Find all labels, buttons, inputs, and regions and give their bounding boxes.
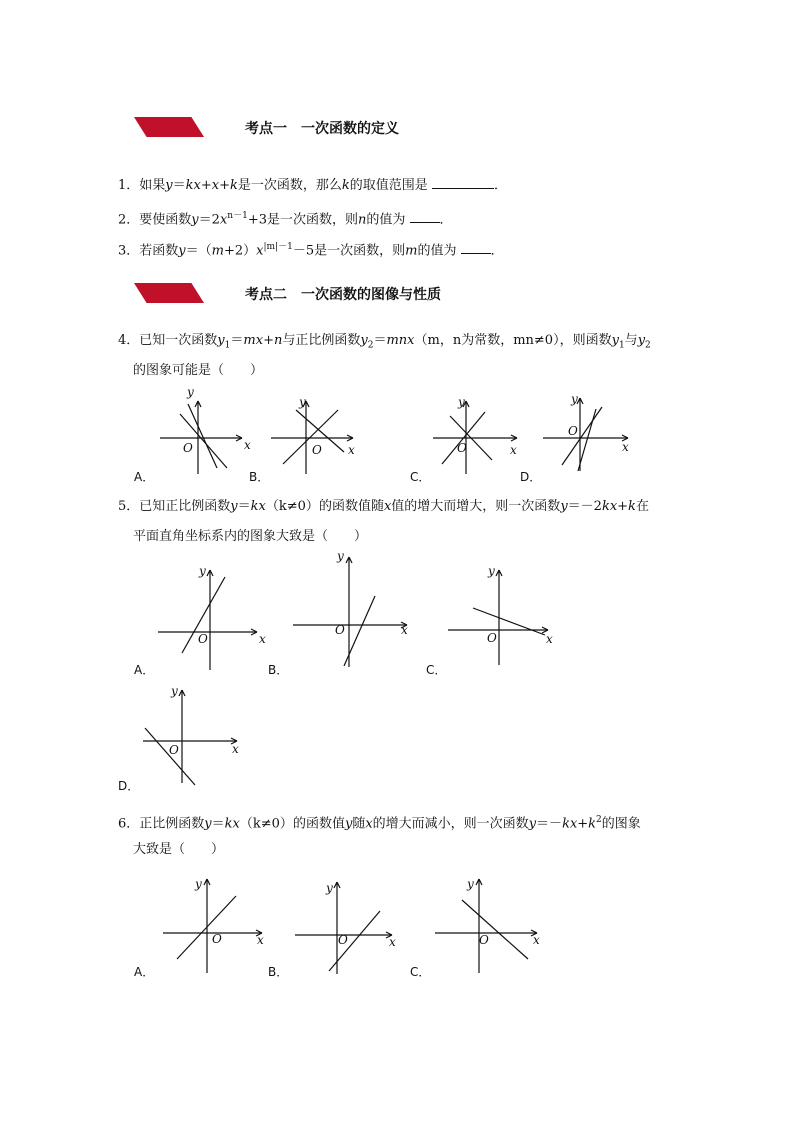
svg-text:x: x (232, 742, 239, 756)
svg-text:O: O (479, 933, 489, 947)
q6-graph-c (432, 876, 552, 976)
q6-option-c[interactable]: C． (410, 965, 431, 979)
question-6-line-2: 大致是（ ） (133, 842, 225, 857)
svg-text:O: O (312, 443, 322, 457)
q6-option-b[interactable]: B． (268, 965, 289, 979)
svg-text:y: y (467, 877, 474, 891)
svg-text:x: x (546, 632, 553, 646)
section-banner-1 (134, 117, 204, 137)
q4-graph-b (268, 396, 368, 476)
q5-option-b[interactable]: B． (268, 663, 289, 677)
svg-text:x: x (533, 933, 540, 947)
q6-graph-b (292, 876, 412, 976)
svg-text:x: x (348, 443, 355, 457)
q5-option-d[interactable]: D． (118, 779, 140, 793)
svg-text:x: x (401, 623, 408, 637)
question-2: 2．要使函数$y=2x^{n-1}+3$是一次函数，则n的值为 ． (118, 211, 453, 228)
svg-text:O: O (183, 441, 193, 455)
svg-text:x: x (389, 935, 396, 949)
q5-graph-a (155, 565, 275, 675)
q4-option-a[interactable]: A． (134, 470, 155, 484)
svg-text:O: O (198, 632, 208, 646)
svg-text:y: y (299, 395, 306, 409)
svg-text:x: x (510, 443, 517, 457)
svg-text:O: O (487, 631, 497, 645)
q4-graph-d (540, 393, 640, 473)
q4-graph-a (155, 385, 255, 476)
question-3: 3．若函数$y=(m+2)x^{|m|-1}-5$是一次函数，则m的值为 ． (118, 242, 504, 259)
section-title-2: 考点二 一次函数的图像与性质 (245, 287, 441, 303)
question-5-line-1: 5．已知正比例函数y＝kx（k≠0）的函数值随x值的增大而增大，则一次函数y＝－2kx+k在 (118, 499, 649, 514)
question-4-line-1: 4．已知一次函数$y_1=mx+n$与正比例函数$y_2=mnx(m$，n为常数，mn≠0），则函数$y_1$与$y_2$ (118, 333, 651, 351)
svg-text:x: x (259, 632, 266, 646)
question-1: 1．如果y＝kx+x+k是一次函数，那么k的取值范围是 ． (118, 178, 507, 193)
q4-option-c[interactable]: C． (410, 470, 431, 484)
svg-text:y: y (488, 564, 495, 578)
svg-text:O: O (335, 623, 345, 637)
svg-text:y: y (571, 392, 578, 406)
q5-graph-c (445, 565, 575, 675)
svg-text:y: y (458, 395, 465, 409)
answer-blank[interactable] (410, 210, 440, 223)
q4-graph-c (430, 396, 530, 476)
answer-blank[interactable] (432, 176, 494, 189)
svg-text:y: y (187, 385, 194, 399)
section-title-1: 考点一 一次函数的定义 (245, 121, 399, 137)
q6-option-a[interactable]: A． (134, 965, 155, 979)
answer-blank[interactable] (461, 241, 491, 254)
svg-text:x: x (257, 933, 264, 947)
svg-text:y: y (195, 877, 202, 891)
q4-option-d[interactable]: D． (520, 470, 542, 484)
question-5-line-2: 平面直角坐标系内的图象大致是（ ） (133, 529, 368, 544)
svg-text:O: O (457, 441, 467, 455)
svg-text:O: O (338, 933, 348, 947)
q5-option-a[interactable]: A． (134, 663, 155, 677)
q4-option-b[interactable]: B． (249, 470, 270, 484)
question-4-line-2: 的图象可能是（ ） (133, 363, 264, 378)
svg-text:x: x (244, 438, 251, 452)
q6-graph-a (160, 876, 280, 976)
svg-text:O: O (568, 424, 578, 438)
svg-text:y: y (171, 684, 178, 698)
svg-text:y: y (337, 549, 344, 563)
svg-text:y: y (326, 881, 333, 895)
svg-text:x: x (622, 440, 629, 454)
section-banner-2 (134, 283, 204, 303)
q5-option-c[interactable]: C． (426, 663, 447, 677)
q5-graph-d (140, 685, 250, 795)
svg-text:y: y (199, 564, 206, 578)
svg-text:O: O (212, 932, 222, 946)
q5-graph-b (290, 549, 420, 672)
question-6-line-1: 6．正比例函数y＝kx（k≠0）的函数值y随x的增大而减小，则一次函数$y=-kx+k^2$的图象 (118, 815, 641, 832)
svg-text:O: O (169, 743, 179, 757)
